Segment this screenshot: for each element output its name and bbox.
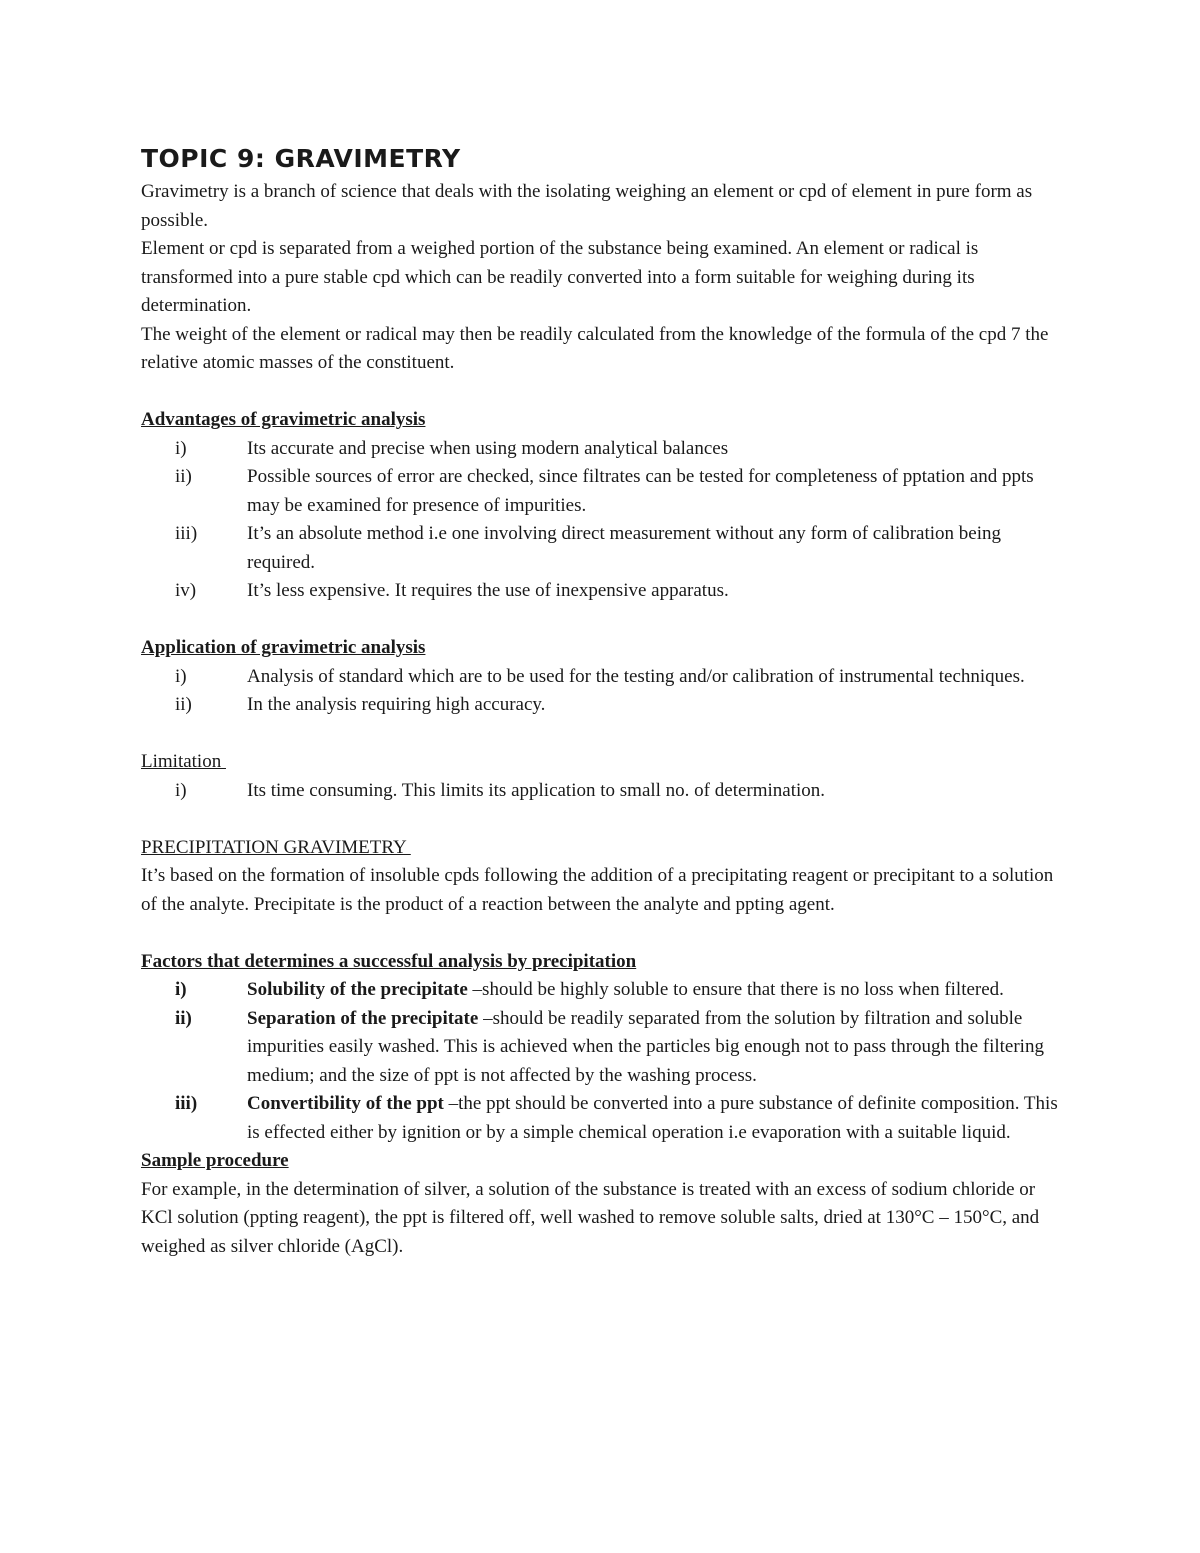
item-text: Its time consuming. This limits its application to small no. of determination.	[247, 779, 826, 801]
list-item	[141, 1090, 1071, 1147]
precipitation-paragraph: It’s based on the formation of insoluble cpds following the addition of a precipitating reagent or precipitant to a solution of the analyte. Precipitate is the product of a reaction between the analyte and ppting agent.	[141, 865, 1054, 915]
item-term: Solubility of the precipitate	[247, 979, 473, 1000]
item-description: –the ppt should be converted into a pure substance of definite composition. This is effected either by ignition or by a simple chemical operation i.e evaporation with a suitable liquid.	[247, 1093, 1058, 1143]
item-number: i)	[175, 665, 187, 687]
item-text: In the analysis requiring high accuracy.	[247, 694, 546, 715]
list-item	[141, 577, 1071, 606]
advantages-section	[141, 406, 1071, 606]
list-item	[141, 777, 1071, 806]
document-page	[141, 138, 1071, 1261]
intro-paragraph-2: Element or cpd is separated from a weighed portion of the substance being examined. An element or radical is transformed into a pure stable cpd which can be readily converted into a form suitable for weighing during its determination.	[141, 238, 979, 316]
intro-paragraph-1: Gravimetry is a branch of science that deals with the isolating weighing an element or cpd of element in pure form as possible.	[141, 181, 1033, 231]
advantages-heading: Advantages of gravimetric analysis	[141, 409, 426, 430]
list-item	[141, 691, 1071, 720]
item-text: Possible sources of error are checked, since filtrates can be tested for completeness of pptation and ppts may be examined for presence of impurities.	[247, 466, 1034, 516]
item-text	[247, 1005, 1071, 1091]
limitation-heading: Limitation	[141, 751, 226, 772]
intro-paragraph-3: The weight of the element or radical may then be readily calculated from the knowledge of the formula of the cpd 7 the relative atomic masses of the constituent.	[141, 323, 1049, 373]
limitation-list	[141, 777, 1071, 806]
advantages-list	[141, 435, 1071, 606]
sample-paragraph: For example, in the determination of silver, a solution of the substance is treated with an excess of sodium chloride or KCl solution (ppting reagent), the ppt is filtered off, well washed to remove soluble salts, dried at 130°C – 150°C, and weighed as silver chloride (AgCl).	[141, 1178, 1040, 1257]
spacer	[141, 919, 1071, 948]
item-number: iii)	[175, 523, 198, 544]
list-item	[141, 1005, 1071, 1091]
list-item	[141, 463, 1071, 520]
item-number: ii)	[175, 694, 192, 715]
list-item	[141, 520, 1071, 577]
spacer	[141, 720, 1071, 749]
spacer	[141, 606, 1071, 635]
factors-list	[141, 976, 1071, 1147]
applications-heading: Application of gravimetric analysis	[141, 637, 426, 658]
item-number: i)	[175, 979, 187, 1000]
list-item	[141, 976, 1071, 1005]
list-item	[141, 663, 1071, 692]
item-number: ii)	[175, 1007, 192, 1029]
item-number: i)	[175, 779, 187, 801]
spacer	[141, 805, 1071, 834]
item-term: Convertibility of the ppt	[247, 1093, 449, 1114]
precipitation-heading: PRECIPITATION GRAVIMETRY	[141, 836, 411, 858]
item-text	[247, 976, 1071, 1005]
item-text: It’s less expensive. It requires the use of inexpensive apparatus.	[247, 580, 729, 601]
item-text: Its accurate and precise when using modern analytical balances	[247, 437, 729, 459]
spacer	[141, 378, 1071, 407]
page-title: TOPIC 9: GRAVIMETRY	[141, 144, 461, 173]
sample-heading: Sample procedure	[141, 1150, 289, 1171]
item-text	[247, 1090, 1071, 1147]
limitation-section	[141, 748, 1071, 805]
item-term: Separation of the precipitate	[247, 1007, 484, 1029]
item-description: –should be readily separated from the solution by filtration and soluble impurities easily washed. This is achieved when the particles big enough not to pass through the filtering medium; and the size of ppt is not affected by the washing process.	[247, 1007, 1044, 1086]
factors-heading: Factors that determines a successful analysis by precipitation	[141, 950, 637, 972]
item-text: Analysis of standard which are to be used for the testing and/or calibration of instrumental techniques.	[247, 665, 1025, 687]
item-number: ii)	[175, 466, 192, 487]
item-description: –should be highly soluble to ensure that there is no loss when filtered.	[472, 979, 1004, 1000]
precipitation-section	[141, 834, 1071, 920]
item-number: iii)	[175, 1093, 198, 1114]
item-number: i)	[175, 437, 187, 459]
applications-list	[141, 663, 1071, 720]
sample-section	[141, 1147, 1071, 1261]
item-number: iv)	[175, 580, 197, 601]
item-text: It’s an absolute method i.e one involving direct measurement without any form of calibration being required.	[247, 523, 1001, 573]
applications-section	[141, 634, 1071, 720]
factors-section	[141, 948, 1071, 1148]
list-item	[141, 435, 1071, 464]
